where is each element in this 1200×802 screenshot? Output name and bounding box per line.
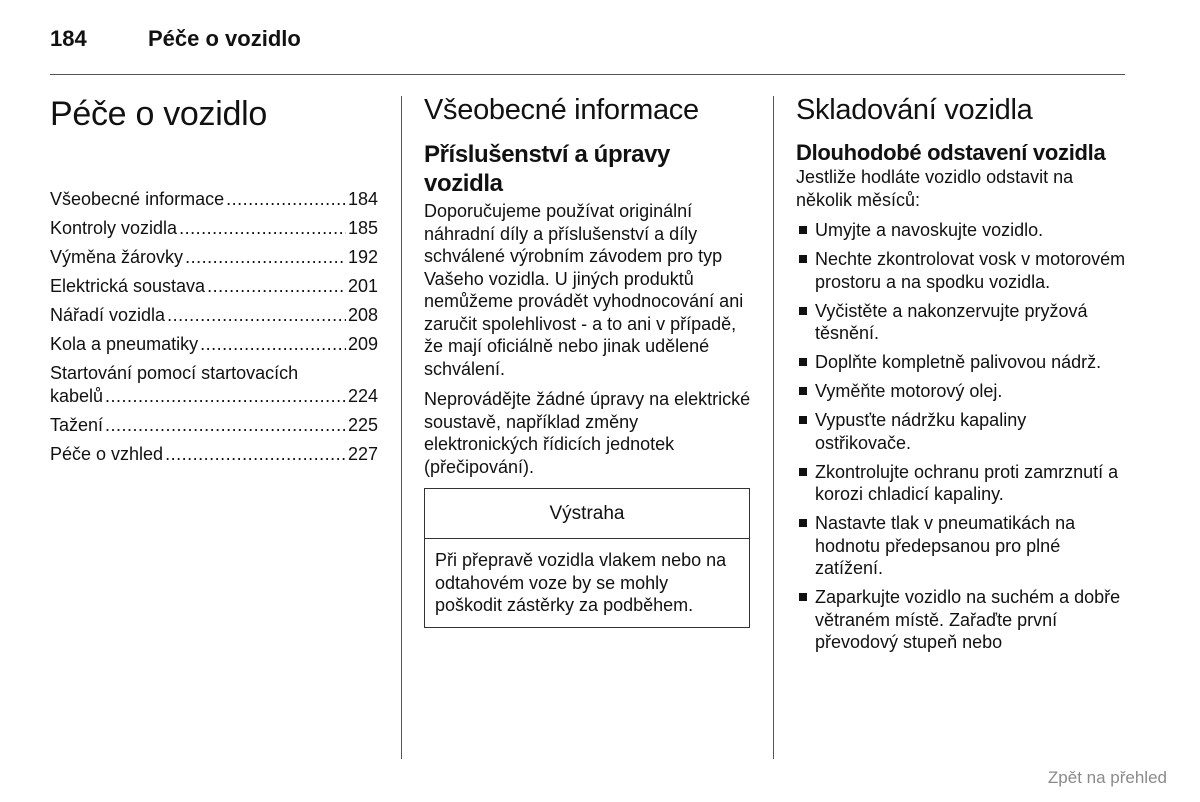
column-divider-2 xyxy=(773,96,774,759)
list-item: Umyjte a navoskujte vozidlo. xyxy=(796,219,1126,242)
toc-item[interactable]: Elektrická soustava ..... 201 xyxy=(50,275,378,298)
list-item: Zaparkujte vozidlo na suchém a dobře větraném místě. Zařaďte první převodový stupeň nebo xyxy=(796,586,1126,654)
page-number: 184 xyxy=(50,26,87,51)
section-title: Všeobecné informace xyxy=(424,94,699,126)
toc-item[interactable]: Startování pomocí startovacích kabelů ..... 224 xyxy=(50,362,378,407)
table-of-contents xyxy=(50,188,378,465)
warning-box xyxy=(424,488,750,628)
header-divider xyxy=(50,74,1125,75)
paragraph: Jestliže hodláte vozidlo odstavit na několik měsíců: xyxy=(796,167,1074,210)
warning-title: Výstraha xyxy=(425,489,749,539)
list-item: Vypusťte nádržku kapaliny ostřikovače. xyxy=(796,409,1126,454)
toc-item[interactable]: Kontroly vozidla ..... 185 xyxy=(50,217,378,240)
bullet-square-icon xyxy=(799,416,807,424)
bullet-square-icon xyxy=(799,358,807,366)
toc-item[interactable]: Tažení ..... 225 xyxy=(50,414,378,437)
subsection-title: Dlouhodobé odstavení vozidla xyxy=(796,140,1106,165)
toc-item[interactable]: Výměna žárovky ..... 192 xyxy=(50,246,378,269)
toc-item[interactable]: Péče o vzhled ..... 227 xyxy=(50,443,378,466)
list-item: Nechte zkontrolovat vosk v motorovém prostoru a na spodku vozidla. xyxy=(796,248,1126,293)
bullet-square-icon xyxy=(799,255,807,263)
paragraph: Neprovádějte žádné úpravy na elektrické soustavě, například změny elektronických řídicích jednotek (přečipování). xyxy=(424,389,751,477)
chapter-title: Péče o vozidlo xyxy=(50,95,267,133)
list-item: Nastavte tlak v pneumatikách na hodnotu předepsanou pro plné zatížení. xyxy=(796,512,1126,580)
subsection-title: Příslušenství a úpravy vozidla xyxy=(424,141,670,197)
column-storage xyxy=(796,92,1126,660)
column-contents xyxy=(50,92,380,472)
storage-checklist xyxy=(796,219,1126,654)
bullet-square-icon xyxy=(799,519,807,527)
column-general-info xyxy=(424,92,754,628)
toc-item[interactable]: Kola a pneumatiky ..... 209 xyxy=(50,333,378,356)
column-divider-1 xyxy=(401,96,402,759)
header-section-title: Péče o vozidlo xyxy=(148,26,301,51)
list-item: Vyměňte motorový olej. xyxy=(796,380,1126,403)
list-item: Vyčistěte a nakonzervujte pryžová těsnění. xyxy=(796,300,1126,345)
toc-item[interactable]: Všeobecné informace ..... 184 xyxy=(50,188,378,211)
back-to-overview-link[interactable]: Zpět na přehled xyxy=(1047,768,1167,787)
bullet-square-icon xyxy=(799,387,807,395)
bullet-square-icon xyxy=(799,307,807,315)
bullet-square-icon xyxy=(799,226,807,234)
list-item: Doplňte kompletně palivovou nádrž. xyxy=(796,351,1126,374)
section-title: Skladování vozidla xyxy=(796,94,1033,126)
toc-item[interactable]: Nářadí vozidla ..... 208 xyxy=(50,304,378,327)
warning-text: Při přepravě vozidla vlakem nebo na odtahovém voze by se mohly poškodit zástěrky za podběhem. xyxy=(435,550,727,615)
bullet-square-icon xyxy=(799,468,807,476)
paragraph: Doporučujeme používat originální náhradní díly a příslušenství a díly schválené výrobním závodem pro typ Vašeho vozidla. U jiných produktů nemůžeme provádět vyhodnocování ani zaručit spolehlivost - a to ani v případě, že mají oficiálně nebo jinak udělené schválení. xyxy=(424,201,744,379)
list-item: Zkontrolujte ochranu proti zamrznutí a korozi chladicí kapaliny. xyxy=(796,461,1126,506)
bullet-square-icon xyxy=(799,593,807,601)
